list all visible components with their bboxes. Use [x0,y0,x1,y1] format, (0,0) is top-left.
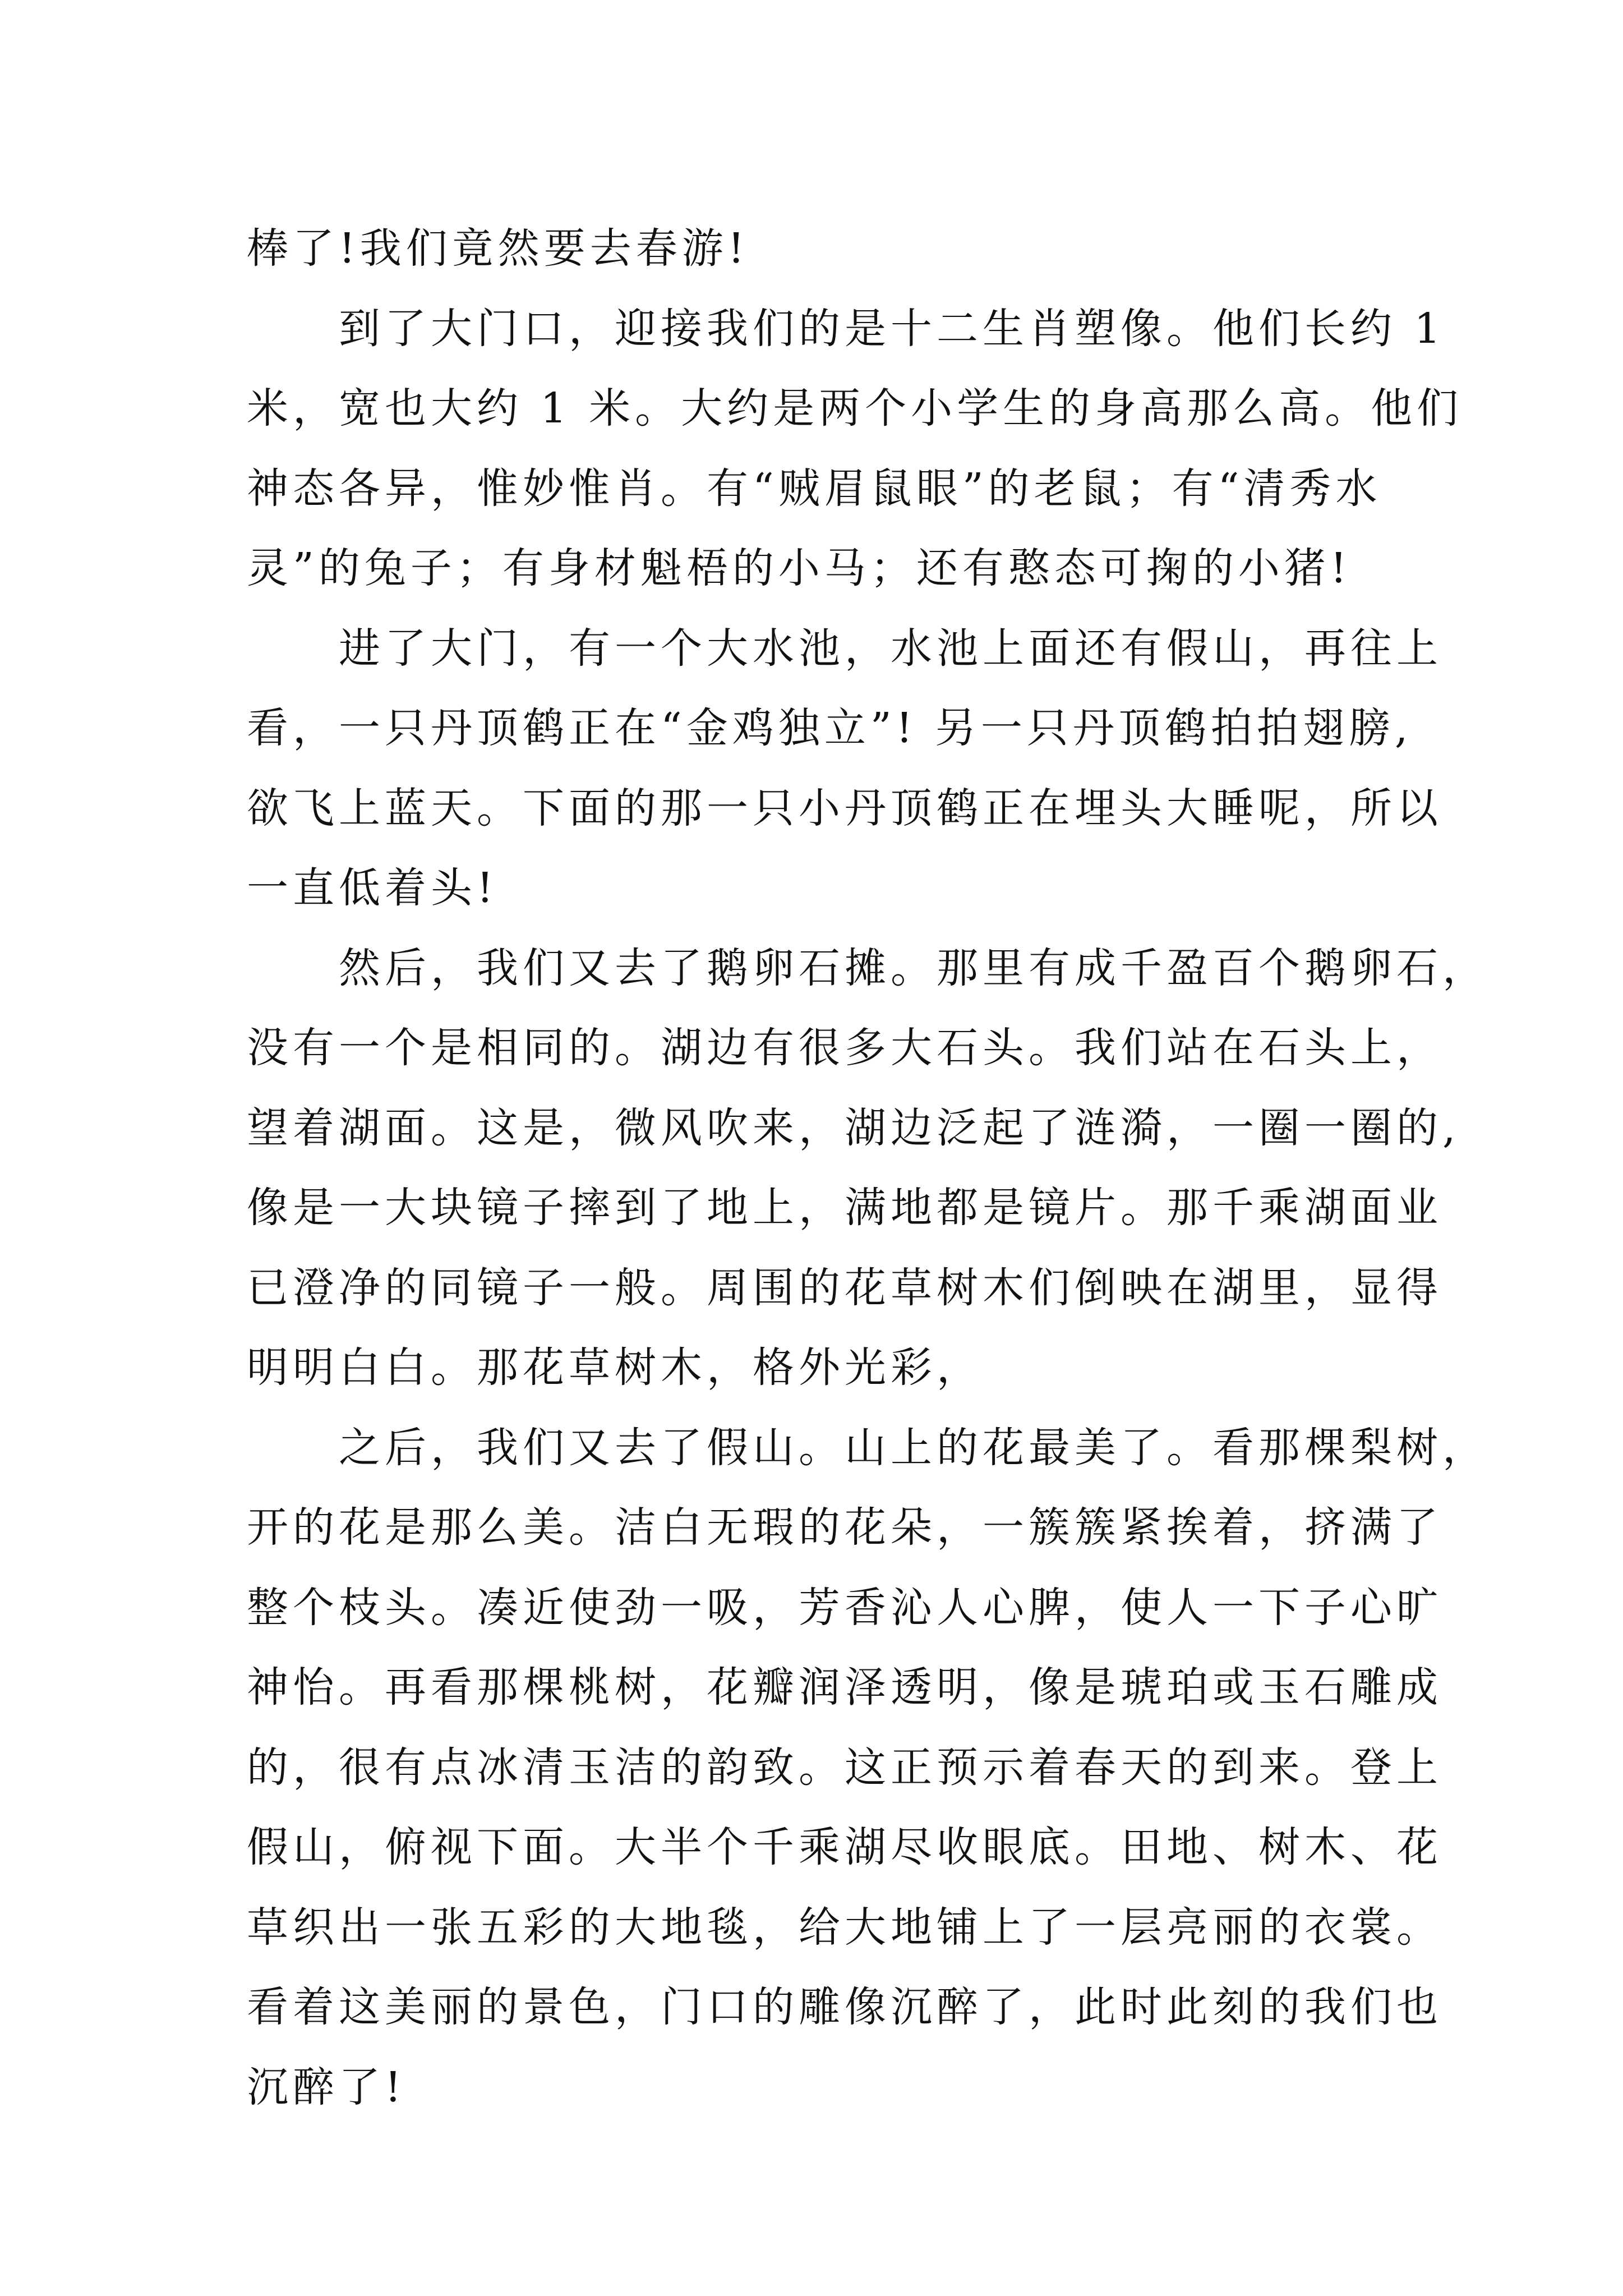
text-line: 然后，我们又去了鹅卵石摊。那里有成千盈百个鹅卵石， [339,944,1488,992]
text-line: 的，很有点冰清玉洁的韵致。这正预示着春天的到来。登上 [247,1743,1442,1792]
text-line: 草织出一张五彩的大地毯，给大地铺上了一层亮丽的衣裳。 [247,1903,1442,1952]
text-line: 已澄净的同镜子一般。周围的花草树木们倒映在湖里，显得 [247,1263,1442,1312]
text-line: 沉醉了! [247,2063,406,2111]
essay-body [247,209,1488,2127]
text-line: 神态各异，惟妙惟肖。有“贼眉鼠眼”的老鼠；有“清秀水 [247,464,1382,513]
text-line: 一直低着头! [247,864,498,912]
text-line: 看着这美丽的景色，门口的雕像沉醉了，此时此刻的我们也 [247,1983,1442,2031]
text-line: 像是一大块镜子摔到了地上，满地都是镜片。那千乘湖面业 [247,1184,1442,1232]
text-line: 望着湖面。这是，微风吹来，湖边泛起了涟漪，一圈一圈的, [247,1103,1460,1152]
text-line: 棒了!我们竟然要去春游! [247,224,749,273]
text-line: 到了大门口，迎接我们的是十二生肖塑像。他们长约 1 [339,304,1445,353]
text-line: 明明白白。那花草树木，格外光彩， [247,1343,983,1392]
text-line: 进了大门，有一个大水池，水池上面还有假山，再往上 [339,624,1442,673]
text-line: 整个枝头。凑近使劲一吸，芳香沁人心脾，使人一下子心旷 [247,1583,1442,1632]
text-line: 米，宽也大约 1 米。大约是两个小学生的身高那么高。他们 [247,384,1463,432]
text-line: 没有一个是相同的。湖边有很多大石头。我们站在石头上， [247,1024,1442,1072]
text-line: 之后，我们又去了假山。山上的花最美了。看那棵梨树， [339,1423,1488,1472]
text-line: 看，一只丹顶鹤正在“金鸡独立”! 另一只丹顶鹤拍拍翅膀, [247,704,1413,752]
text-line: 开的花是那么美。洁白无瑕的花朵，一簇簇紧挨着，挤满了 [247,1503,1442,1552]
text-line: 假山，俯视下面。大半个千乘湖尽收眼底。田地、树木、花 [247,1823,1442,1871]
text-line: 欲飞上蓝天。下面的那一只小丹顶鹤正在埋头大睡呢，所以 [247,784,1442,832]
text-line: 灵”的兔子；有身材魁梧的小马；还有憨态可掬的小猪! [247,544,1352,592]
text-line: 神怡。再看那棵桃树，花瓣润泽透明，像是琥珀或玉石雕成 [247,1663,1442,1711]
